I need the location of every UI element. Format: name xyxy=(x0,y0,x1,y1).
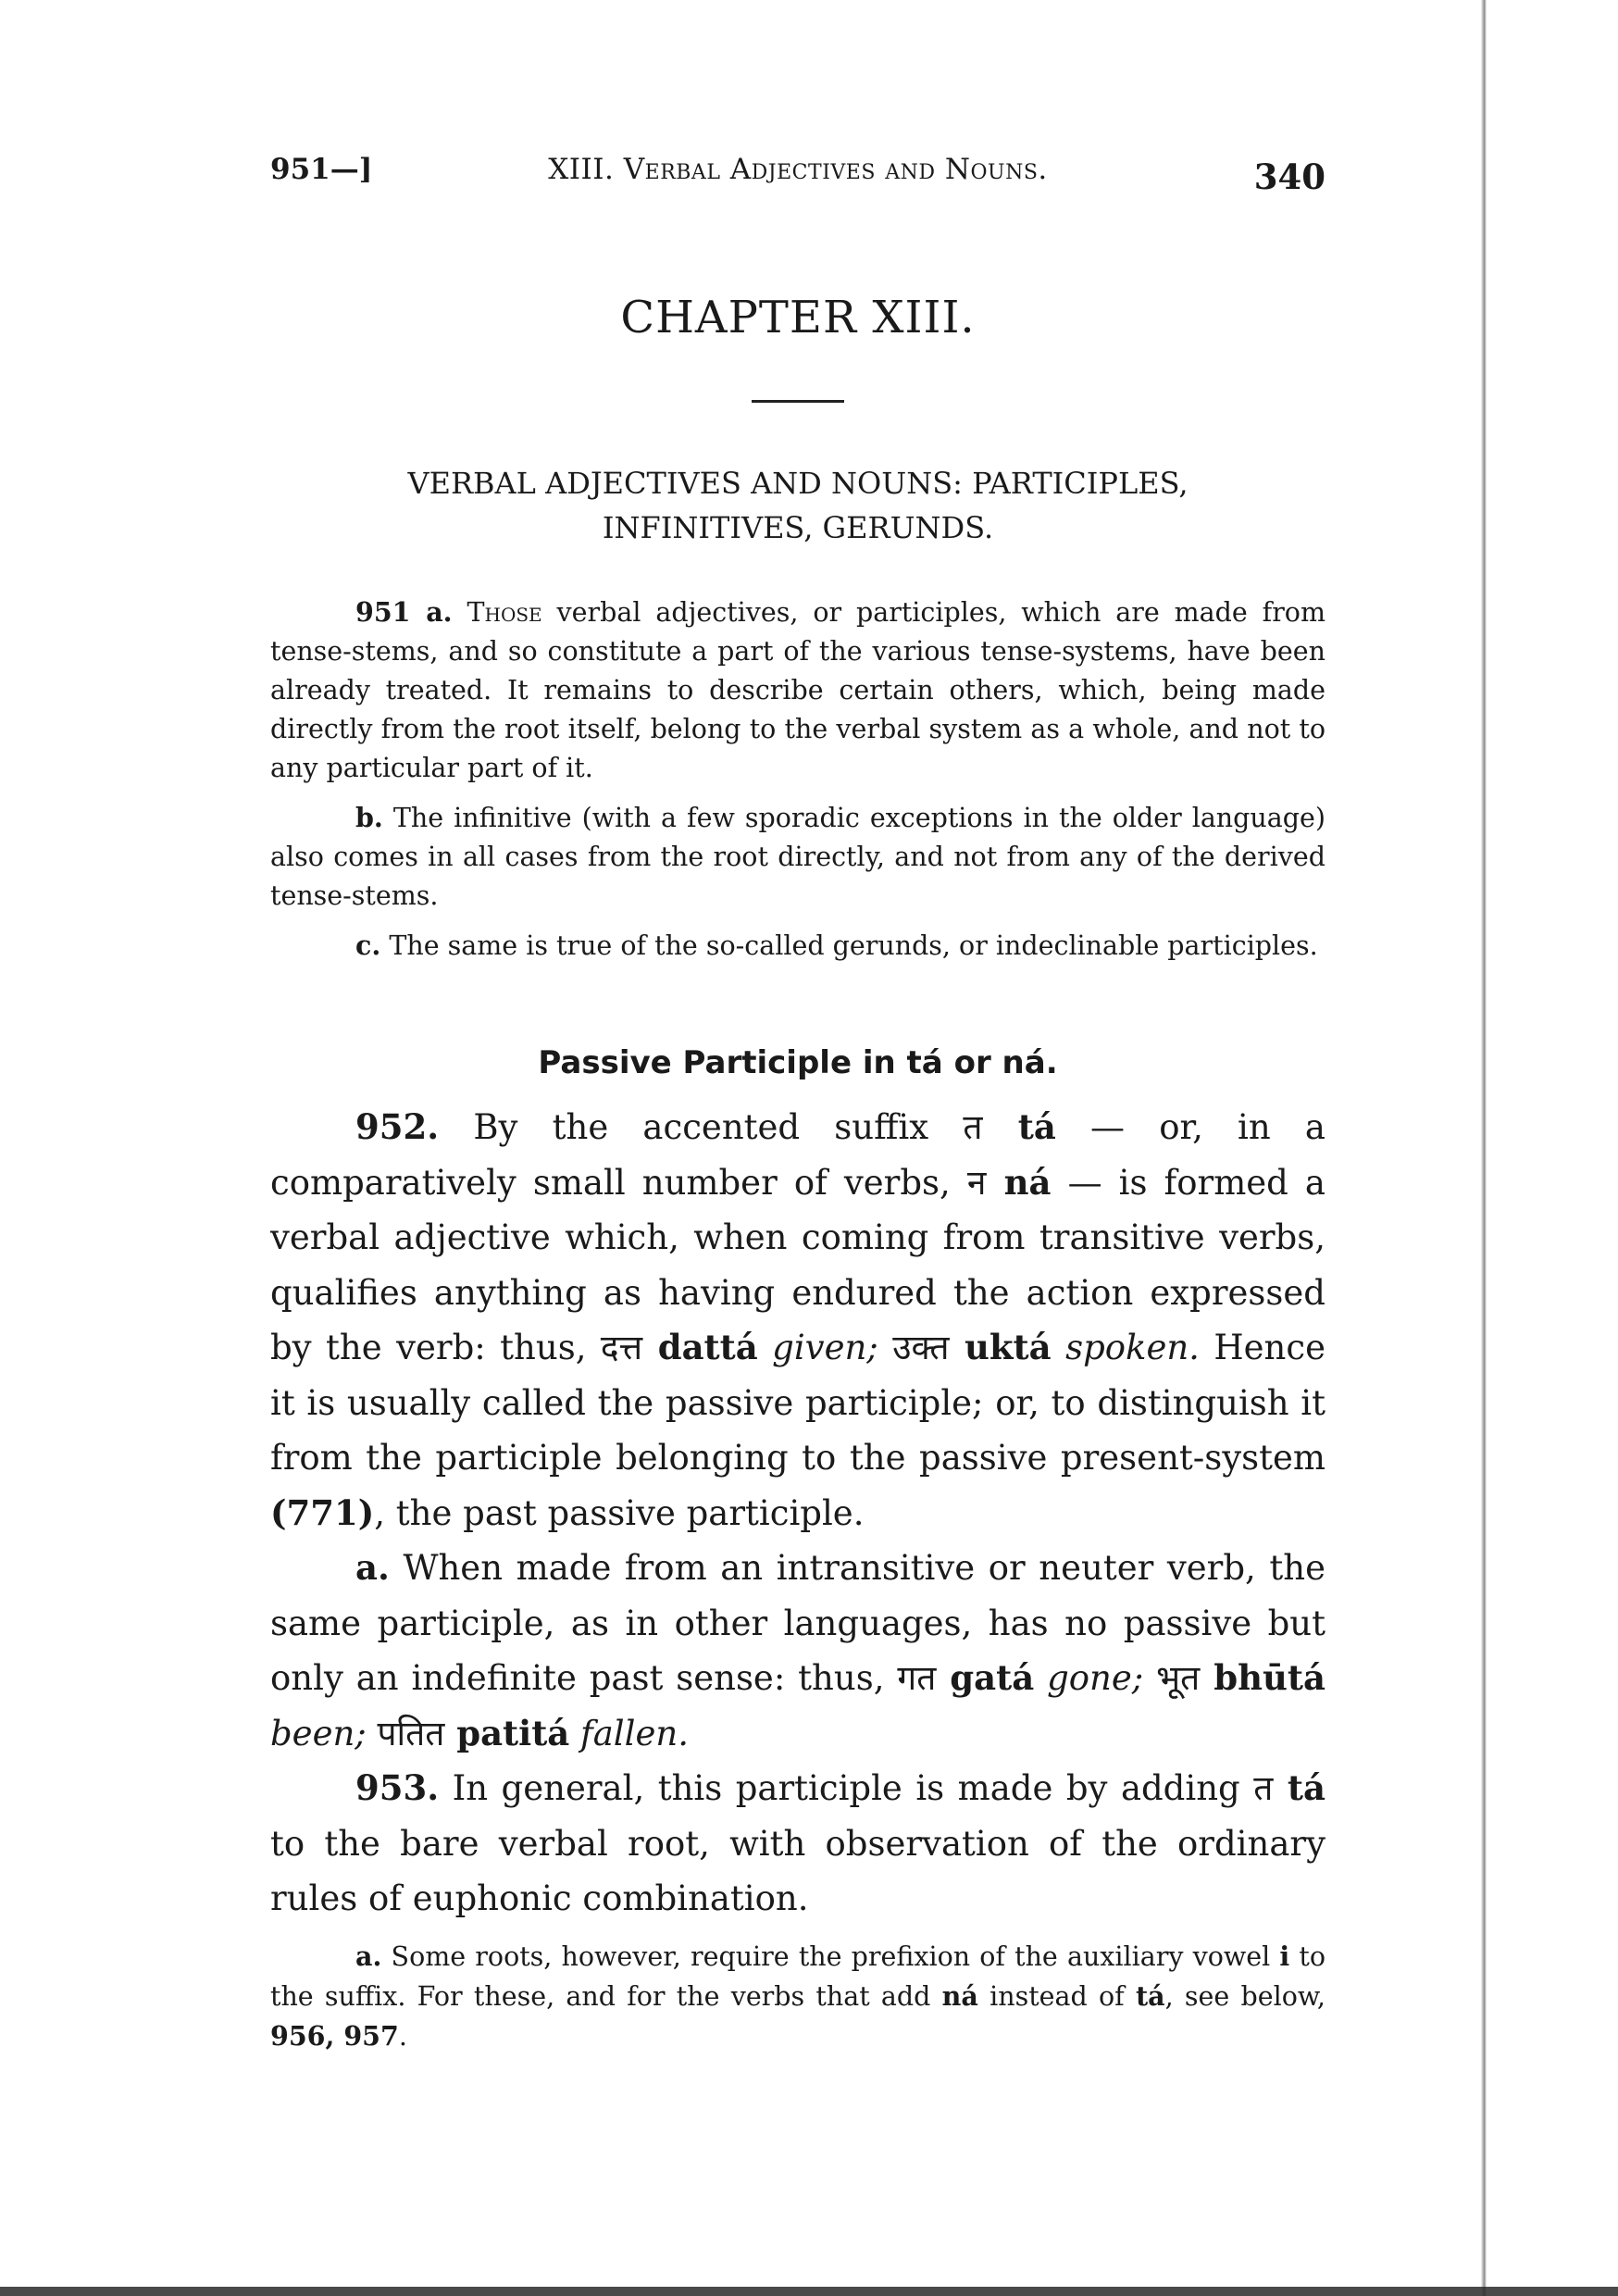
paragraph-text: The infinitive (with a few sporadic exceptions in the older language) also comes in all cases from the root directly, and not from any of the derived tense-stems. xyxy=(270,803,1326,911)
gloss: gone; xyxy=(1034,1658,1144,1698)
transliteration: dattá xyxy=(642,1327,758,1367)
intro-paragraphs xyxy=(270,593,1326,976)
paragraph-number: 951 a. xyxy=(355,596,453,628)
transliteration: patitá xyxy=(444,1712,570,1753)
text-run: . xyxy=(398,2021,407,2052)
page-number: 340 xyxy=(1253,156,1326,197)
subtitle-line-1: VERBAL ADJECTIVES AND NOUNS: PARTICIPLES, xyxy=(407,466,1189,501)
devanagari-word: न xyxy=(966,1162,987,1203)
gloss: fallen. xyxy=(569,1713,689,1753)
transliteration: ná xyxy=(941,1980,978,2012)
gloss: been; xyxy=(270,1713,367,1753)
devanagari-word: दत्त xyxy=(600,1328,643,1367)
gloss: given; xyxy=(757,1328,878,1367)
lead-word: Those xyxy=(467,597,542,628)
transliteration: tá xyxy=(1273,1767,1326,1808)
paragraph-number: a. xyxy=(355,1940,382,1972)
paragraph-number: 953. xyxy=(355,1767,440,1808)
paragraph-951a xyxy=(270,593,1326,788)
text-run: Some roots, however, require the prefixion of the auxiliary vowel xyxy=(381,1941,1280,1972)
transliteration: tá xyxy=(982,1106,1056,1147)
paragraph-952a xyxy=(270,1541,1326,1761)
devanagari-word: पतित xyxy=(366,1713,445,1753)
text-run: to the bare verbal root, with observation of the ordinary rules of euphonic combination. xyxy=(270,1823,1326,1918)
text-run: instead of xyxy=(977,1981,1136,2012)
running-head-section-ref: 951—] xyxy=(270,153,373,186)
paragraph-951c xyxy=(270,926,1326,966)
running-head xyxy=(270,153,1326,197)
running-head-title: XIII. Verbal Adjectives and Nouns. xyxy=(548,153,1048,186)
subtitle-line-2: INFINITIVES, GERUNDS. xyxy=(602,510,994,545)
devanagari-word: गत xyxy=(897,1658,937,1698)
text-run: By the accented suffix xyxy=(439,1107,964,1147)
paragraph-number: b. xyxy=(355,802,383,833)
devanagari-word: भूत xyxy=(1143,1658,1201,1698)
text-run: — is formed a verbal adjective which, when coming from transitive verbs, qualifies anything as having endured the action expressed by the verb: thus, xyxy=(270,1162,1326,1367)
cross-reference: 956, 957 xyxy=(270,2020,399,2052)
main-paragraphs xyxy=(270,1100,1326,1927)
note-paragraphs xyxy=(270,1937,1326,2066)
scan-edge-bottom xyxy=(0,2287,1618,2296)
paragraph-952 xyxy=(270,1100,1326,1541)
text-run: In general, this participle is made by adding xyxy=(439,1768,1254,1808)
chapter-title: CHAPTER XIII. xyxy=(620,292,976,343)
paragraph-number: a. xyxy=(355,1547,390,1588)
devanagari-word: उक्त xyxy=(877,1328,950,1367)
paragraph-953a xyxy=(270,1937,1326,2056)
paragraph-953 xyxy=(270,1761,1326,1927)
gloss: spoken. xyxy=(1051,1328,1200,1367)
devanagari-word: त xyxy=(963,1107,983,1147)
chapter-subtitle xyxy=(270,461,1326,550)
text-run: Hence it is usually called the passive participle; or, to distinguish it from the participle belonging to the passive present-system xyxy=(270,1328,1326,1478)
paragraph-951b xyxy=(270,798,1326,916)
paragraph-number: 952. xyxy=(355,1106,440,1147)
text-run: , see below, xyxy=(1164,1981,1326,2012)
paragraph-text: The same is true of the so-called gerunds, or indeclinable participles. xyxy=(380,930,1318,961)
section-heading: Passive Participle in tá or ná. xyxy=(538,1044,1058,1081)
scan-edge-right xyxy=(1481,0,1487,2296)
transliteration: gatá xyxy=(936,1657,1035,1698)
transliteration: i xyxy=(1279,1940,1290,1972)
text-run: When made from an intransitive or neuter verb, the same participle, as in other languages, has no passive but only an indefinite past sense: thus, xyxy=(270,1548,1326,1698)
cross-reference: (771) xyxy=(270,1491,375,1533)
paragraph-text: verbal adjectives, or participles, which are made from tense-stems, and so constitute a part of the various tense-systems, have been already treated. It remains to describe certain others, which, being made directly from the root itself, belong to the verbal system as a whole, and not to any particular part of it. xyxy=(270,597,1326,783)
transliteration: bhūtá xyxy=(1200,1657,1326,1698)
transliteration: uktá xyxy=(949,1327,1052,1367)
transliteration: ná xyxy=(986,1161,1052,1203)
devanagari-word: त xyxy=(1253,1768,1274,1808)
text-run: , the past passive participle. xyxy=(374,1492,865,1533)
text-run: to the suffix. For these, and for the verbs that add xyxy=(270,1941,1326,2012)
paragraph-number: c. xyxy=(355,930,381,961)
text-run: — or, in a comparatively small number of verbs, xyxy=(270,1107,1326,1203)
transliteration: tá xyxy=(1135,1980,1165,2012)
title-rule xyxy=(752,400,844,403)
